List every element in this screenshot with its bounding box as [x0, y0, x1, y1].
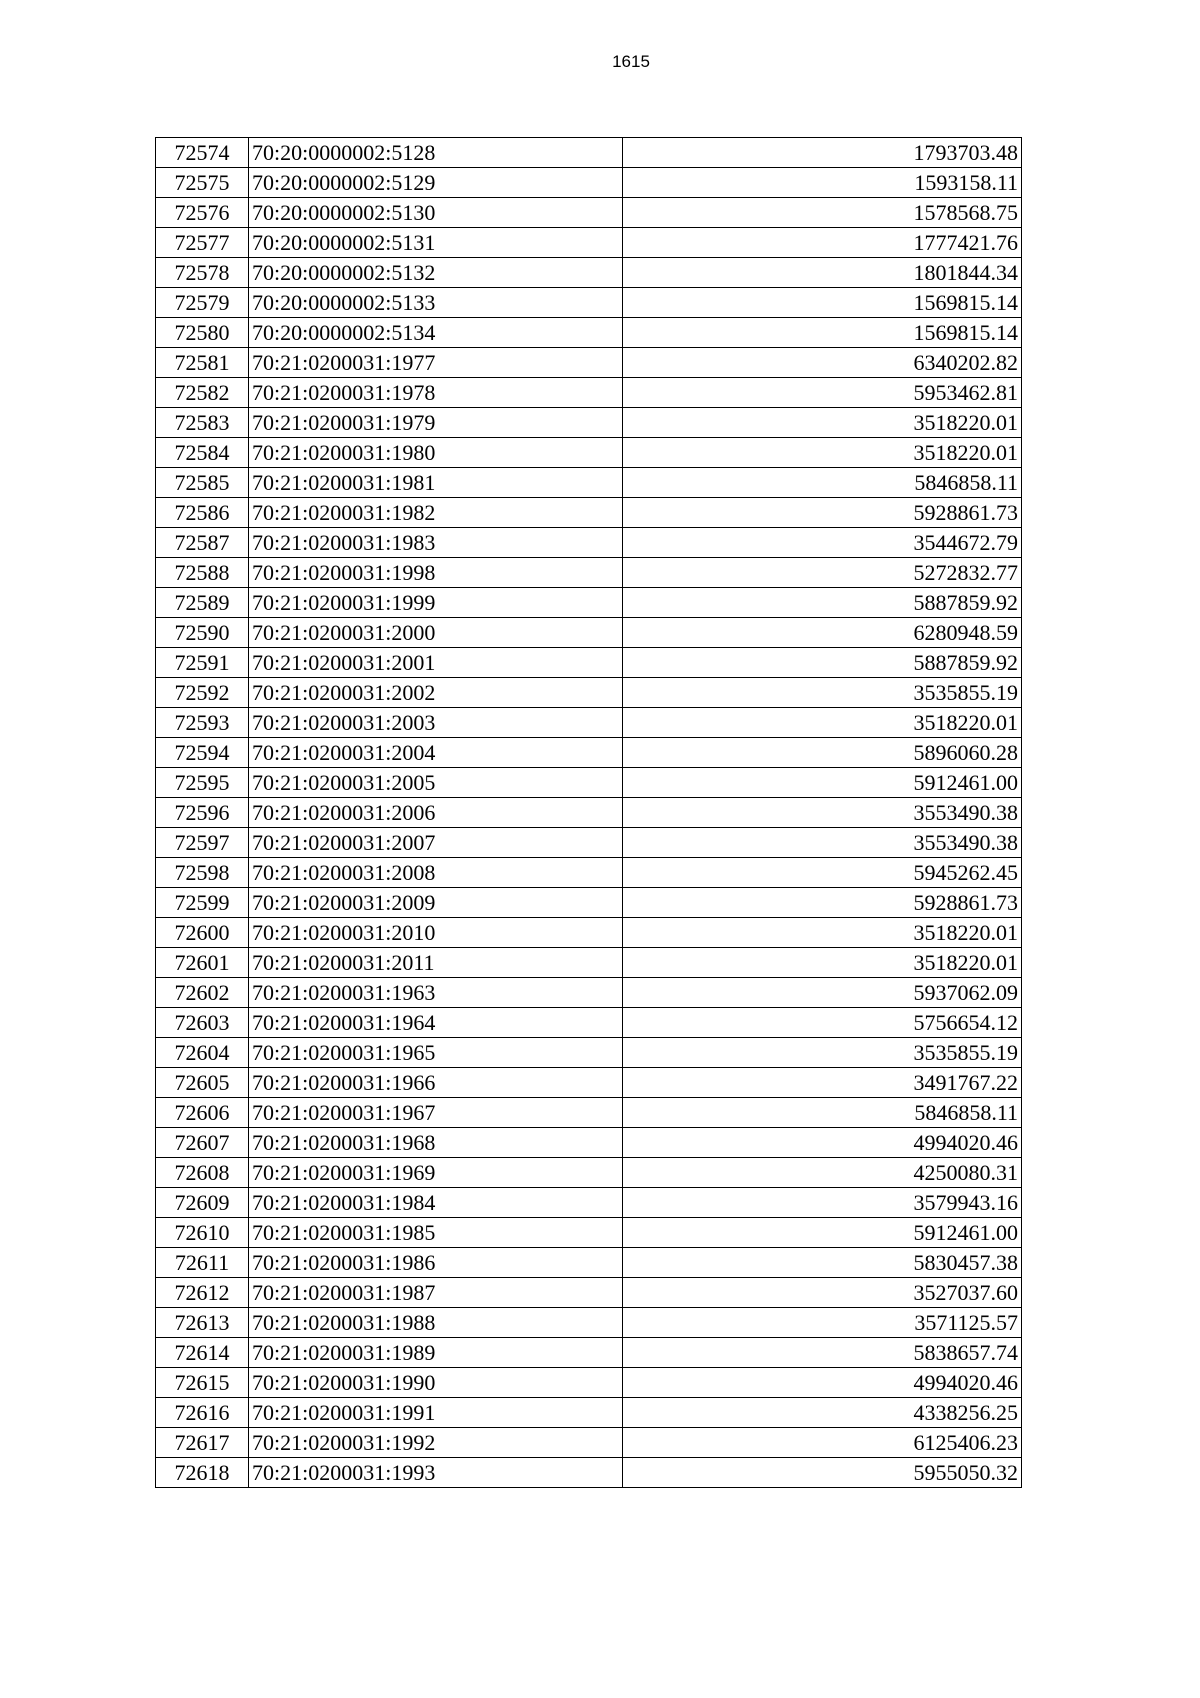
cadastral-value: 3491767.22 [623, 1068, 1022, 1098]
cadastral-number: 70:21:0200031:1969 [249, 1158, 623, 1188]
cadastral-value: 5912461.00 [623, 768, 1022, 798]
row-number: 72585 [156, 468, 249, 498]
cadastral-number: 70:21:0200031:1963 [249, 978, 623, 1008]
cadastral-number: 70:21:0200031:1979 [249, 408, 623, 438]
table-row [156, 888, 1022, 918]
cadastral-number: 70:21:0200031:1983 [249, 528, 623, 558]
row-number: 72581 [156, 348, 249, 378]
row-number: 72578 [156, 258, 249, 288]
row-number: 72582 [156, 378, 249, 408]
table-row [156, 1308, 1022, 1338]
table-row [156, 1218, 1022, 1248]
row-number: 72614 [156, 1338, 249, 1368]
cadastral-value: 3518220.01 [623, 948, 1022, 978]
cadastral-number: 70:21:0200031:1980 [249, 438, 623, 468]
row-number: 72594 [156, 738, 249, 768]
cadastral-number: 70:21:0200031:1990 [249, 1368, 623, 1398]
table-row [156, 468, 1022, 498]
row-number: 72584 [156, 438, 249, 468]
table-row [156, 1458, 1022, 1488]
cadastral-value: 6125406.23 [623, 1428, 1022, 1458]
cadastral-value: 5912461.00 [623, 1218, 1022, 1248]
table-row [156, 618, 1022, 648]
cadastral-number: 70:21:0200031:2003 [249, 708, 623, 738]
cadastral-number: 70:20:0000002:5130 [249, 198, 623, 228]
cadastral-number: 70:21:0200031:1987 [249, 1278, 623, 1308]
cadastral-number: 70:21:0200031:1981 [249, 468, 623, 498]
cadastral-value: 1801844.34 [623, 258, 1022, 288]
table-row [156, 288, 1022, 318]
table-row [156, 798, 1022, 828]
row-number: 72602 [156, 978, 249, 1008]
table-row [156, 1098, 1022, 1128]
table-row [156, 348, 1022, 378]
cadastral-number: 70:21:0200031:2011 [249, 948, 623, 978]
table-row [156, 1398, 1022, 1428]
cadastral-value: 3535855.19 [623, 1038, 1022, 1068]
table-row [156, 1428, 1022, 1458]
table-row [156, 588, 1022, 618]
cadastral-value: 4338256.25 [623, 1398, 1022, 1428]
row-number: 72610 [156, 1218, 249, 1248]
row-number: 72606 [156, 1098, 249, 1128]
row-number: 72589 [156, 588, 249, 618]
table-row [156, 1338, 1022, 1368]
cadastral-value: 5830457.38 [623, 1248, 1022, 1278]
cadastral-value: 3553490.38 [623, 798, 1022, 828]
table-row [156, 768, 1022, 798]
row-number: 72608 [156, 1158, 249, 1188]
table-row [156, 558, 1022, 588]
row-number: 72601 [156, 948, 249, 978]
cadastral-value-table [155, 137, 1022, 1488]
cadastral-number: 70:21:0200031:2007 [249, 828, 623, 858]
cadastral-number: 70:21:0200031:1968 [249, 1128, 623, 1158]
cadastral-value: 3571125.57 [623, 1308, 1022, 1338]
row-number: 72599 [156, 888, 249, 918]
cadastral-number: 70:21:0200031:2005 [249, 768, 623, 798]
row-number: 72618 [156, 1458, 249, 1488]
cadastral-number: 70:21:0200031:1964 [249, 1008, 623, 1038]
cadastral-number: 70:20:0000002:5132 [249, 258, 623, 288]
cadastral-number: 70:21:0200031:1977 [249, 348, 623, 378]
row-number: 72615 [156, 1368, 249, 1398]
cadastral-number: 70:21:0200031:2008 [249, 858, 623, 888]
row-number: 72595 [156, 768, 249, 798]
cadastral-number: 70:21:0200031:1992 [249, 1428, 623, 1458]
cadastral-value: 5945262.45 [623, 858, 1022, 888]
row-number: 72604 [156, 1038, 249, 1068]
row-number: 72605 [156, 1068, 249, 1098]
cadastral-value: 5896060.28 [623, 738, 1022, 768]
cadastral-number: 70:21:0200031:1988 [249, 1308, 623, 1338]
row-number: 72616 [156, 1398, 249, 1428]
table-row [156, 918, 1022, 948]
row-number: 72603 [156, 1008, 249, 1038]
table-row [156, 198, 1022, 228]
cadastral-number: 70:21:0200031:1985 [249, 1218, 623, 1248]
cadastral-number: 70:21:0200031:2002 [249, 678, 623, 708]
page-number: 1615 [612, 52, 650, 71]
cadastral-value: 3518220.01 [623, 438, 1022, 468]
table-row [156, 408, 1022, 438]
table-row [156, 1158, 1022, 1188]
row-number: 72583 [156, 408, 249, 438]
cadastral-number: 70:21:0200031:1986 [249, 1248, 623, 1278]
cadastral-number: 70:21:0200031:2001 [249, 648, 623, 678]
table-row [156, 1008, 1022, 1038]
row-number: 72575 [156, 168, 249, 198]
table-row [156, 1068, 1022, 1098]
row-number: 72609 [156, 1188, 249, 1218]
cadastral-value: 5846858.11 [623, 1098, 1022, 1128]
cadastral-number: 70:21:0200031:1967 [249, 1098, 623, 1128]
table-row [156, 1248, 1022, 1278]
cadastral-number: 70:21:0200031:2009 [249, 888, 623, 918]
cadastral-number: 70:21:0200031:1982 [249, 498, 623, 528]
cadastral-number: 70:21:0200031:1966 [249, 1068, 623, 1098]
cadastral-value: 5928861.73 [623, 888, 1022, 918]
row-number: 72592 [156, 678, 249, 708]
table-row [156, 1038, 1022, 1068]
cadastral-value: 3544672.79 [623, 528, 1022, 558]
cadastral-number: 70:21:0200031:1991 [249, 1398, 623, 1428]
row-number: 72607 [156, 1128, 249, 1158]
table-row [156, 318, 1022, 348]
row-number: 72590 [156, 618, 249, 648]
table-row [156, 498, 1022, 528]
table-row [156, 438, 1022, 468]
table-row [156, 858, 1022, 888]
cadastral-value: 3518220.01 [623, 918, 1022, 948]
table-row [156, 1128, 1022, 1158]
cadastral-number: 70:21:0200031:2010 [249, 918, 623, 948]
cadastral-value: 5955050.32 [623, 1458, 1022, 1488]
cadastral-number: 70:21:0200031:2000 [249, 618, 623, 648]
table-row [156, 648, 1022, 678]
cadastral-number: 70:21:0200031:1978 [249, 378, 623, 408]
cadastral-value: 3579943.16 [623, 1188, 1022, 1218]
cadastral-value: 4994020.46 [623, 1368, 1022, 1398]
cadastral-value: 3553490.38 [623, 828, 1022, 858]
table-row [156, 708, 1022, 738]
cadastral-value: 5887859.92 [623, 588, 1022, 618]
row-number: 72586 [156, 498, 249, 528]
table-row [156, 1278, 1022, 1308]
row-number: 72596 [156, 798, 249, 828]
cadastral-number: 70:21:0200031:1993 [249, 1458, 623, 1488]
row-number: 72576 [156, 198, 249, 228]
cadastral-number: 70:21:0200031:2004 [249, 738, 623, 768]
row-number: 72587 [156, 528, 249, 558]
table-row [156, 258, 1022, 288]
cadastral-number: 70:21:0200031:1965 [249, 1038, 623, 1068]
cadastral-value: 4994020.46 [623, 1128, 1022, 1158]
cadastral-value: 5272832.77 [623, 558, 1022, 588]
cadastral-value: 1569815.14 [623, 288, 1022, 318]
cadastral-value: 1578568.75 [623, 198, 1022, 228]
cadastral-number: 70:20:0000002:5129 [249, 168, 623, 198]
cadastral-number: 70:21:0200031:1989 [249, 1338, 623, 1368]
table-row [156, 738, 1022, 768]
table-row [156, 828, 1022, 858]
table-row [156, 978, 1022, 1008]
row-number: 72597 [156, 828, 249, 858]
cadastral-value: 5756654.12 [623, 1008, 1022, 1038]
cadastral-value: 3518220.01 [623, 708, 1022, 738]
cadastral-value: 3527037.60 [623, 1278, 1022, 1308]
cadastral-value: 5846858.11 [623, 468, 1022, 498]
row-number: 72611 [156, 1248, 249, 1278]
table-row [156, 378, 1022, 408]
table-row [156, 948, 1022, 978]
table-row [156, 168, 1022, 198]
cadastral-number: 70:20:0000002:5133 [249, 288, 623, 318]
cadastral-number: 70:21:0200031:1998 [249, 558, 623, 588]
cadastral-value: 5937062.09 [623, 978, 1022, 1008]
table-row [156, 528, 1022, 558]
row-number: 72577 [156, 228, 249, 258]
cadastral-number: 70:21:0200031:1984 [249, 1188, 623, 1218]
cadastral-value: 3535855.19 [623, 678, 1022, 708]
cadastral-value: 5838657.74 [623, 1338, 1022, 1368]
cadastral-value: 1569815.14 [623, 318, 1022, 348]
cadastral-value: 5887859.92 [623, 648, 1022, 678]
cadastral-value: 1593158.11 [623, 168, 1022, 198]
row-number: 72579 [156, 288, 249, 318]
cadastral-number: 70:20:0000002:5128 [249, 138, 623, 168]
cadastral-value: 1777421.76 [623, 228, 1022, 258]
row-number: 72600 [156, 918, 249, 948]
cadastral-number: 70:20:0000002:5131 [249, 228, 623, 258]
row-number: 72588 [156, 558, 249, 588]
table-row [156, 1188, 1022, 1218]
row-number: 72617 [156, 1428, 249, 1458]
cadastral-value: 6340202.82 [623, 348, 1022, 378]
cadastral-number: 70:21:0200031:2006 [249, 798, 623, 828]
table-row [156, 678, 1022, 708]
row-number: 72612 [156, 1278, 249, 1308]
row-number: 72580 [156, 318, 249, 348]
cadastral-value: 6280948.59 [623, 618, 1022, 648]
table-row [156, 1368, 1022, 1398]
cadastral-number: 70:20:0000002:5134 [249, 318, 623, 348]
row-number: 72574 [156, 138, 249, 168]
row-number: 72593 [156, 708, 249, 738]
table-row [156, 228, 1022, 258]
table-body [156, 138, 1022, 1488]
row-number: 72591 [156, 648, 249, 678]
cadastral-value: 1793703.48 [623, 138, 1022, 168]
row-number: 72613 [156, 1308, 249, 1338]
cadastral-value: 3518220.01 [623, 408, 1022, 438]
row-number: 72598 [156, 858, 249, 888]
cadastral-value: 4250080.31 [623, 1158, 1022, 1188]
cadastral-value: 5953462.81 [623, 378, 1022, 408]
table-row [156, 138, 1022, 168]
cadastral-value: 5928861.73 [623, 498, 1022, 528]
cadastral-number: 70:21:0200031:1999 [249, 588, 623, 618]
